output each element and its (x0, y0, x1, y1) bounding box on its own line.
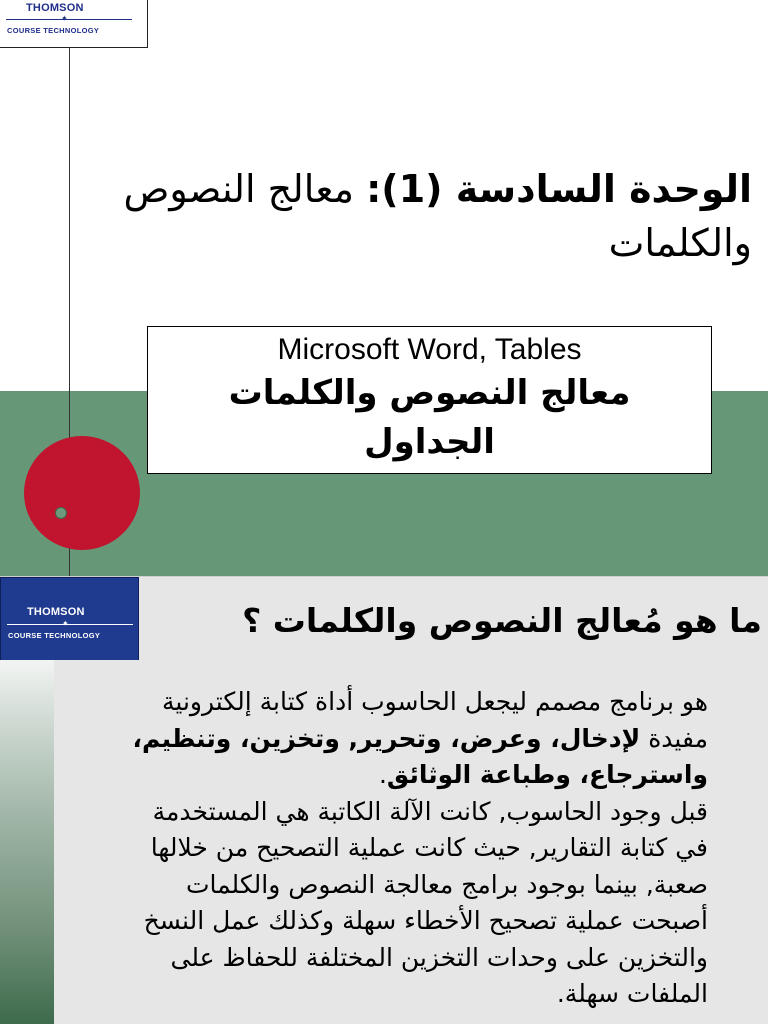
content-panel (54, 660, 768, 1024)
title-topic: معالج النصوص والكلمات (123, 167, 752, 265)
thomson-logo (0, 0, 148, 48)
decorative-red-circle (24, 436, 140, 550)
logo-divider (6, 19, 132, 20)
subtitle-box (147, 326, 712, 474)
title-unit-label: الوحدة السادسة (1): (366, 167, 752, 211)
definition-end: . (378, 760, 387, 789)
paragraph-definition (114, 684, 708, 794)
thomson-logo-blue (0, 577, 139, 661)
logo-divider (7, 624, 133, 625)
logo-thomson-text: THOMSON (26, 2, 84, 14)
definition-text: هو برنامج مصمم ليجعل الحاسوب أداة كتابة إلكترونية مفيدة (162, 687, 708, 753)
decorative-gradient-bar (0, 660, 54, 1024)
paragraph-history: قبل وجود الحاسوب, كانت الآلة الكاتبة هي المستخدمة في كتابة التقارير, حيث كانت عملية التصحيح من خلالها صعبة, بينما بوجود برامج معالجة النصوص والكلمات أصبحت عملية تصحيح الأخطاء سهلة وكذلك عمل النسخ والتخزين على وحدات التخزين المختلفة للحفاظ على الملفات سهلة. (143, 796, 708, 1008)
subtitle-arabic-line2: الجداول (364, 422, 495, 462)
logo-course-text: COURSE TECHNOLOGY (7, 26, 100, 35)
body-text (114, 684, 708, 1013)
decorative-small-dot (55, 507, 67, 519)
logo-thomson-text: THOMSON (27, 606, 85, 618)
logo-course-text: COURSE TECHNOLOGY (8, 631, 101, 640)
slide-2 (0, 576, 768, 1024)
slide-title (80, 162, 752, 270)
subtitle-arabic-line1: معالج النصوص والكلمات (228, 373, 631, 413)
slide-header (0, 576, 768, 660)
slide-title: ما هو مُعالج النصوص والكلمات ؟ (242, 601, 762, 640)
definition-functions: لإدخال، وعرض، وتحرير, وتخزين، وتنظيم، واسترجاع، وطباعة الوثائق (132, 723, 708, 789)
subtitle-english: Microsoft Word, Tables (277, 333, 582, 366)
